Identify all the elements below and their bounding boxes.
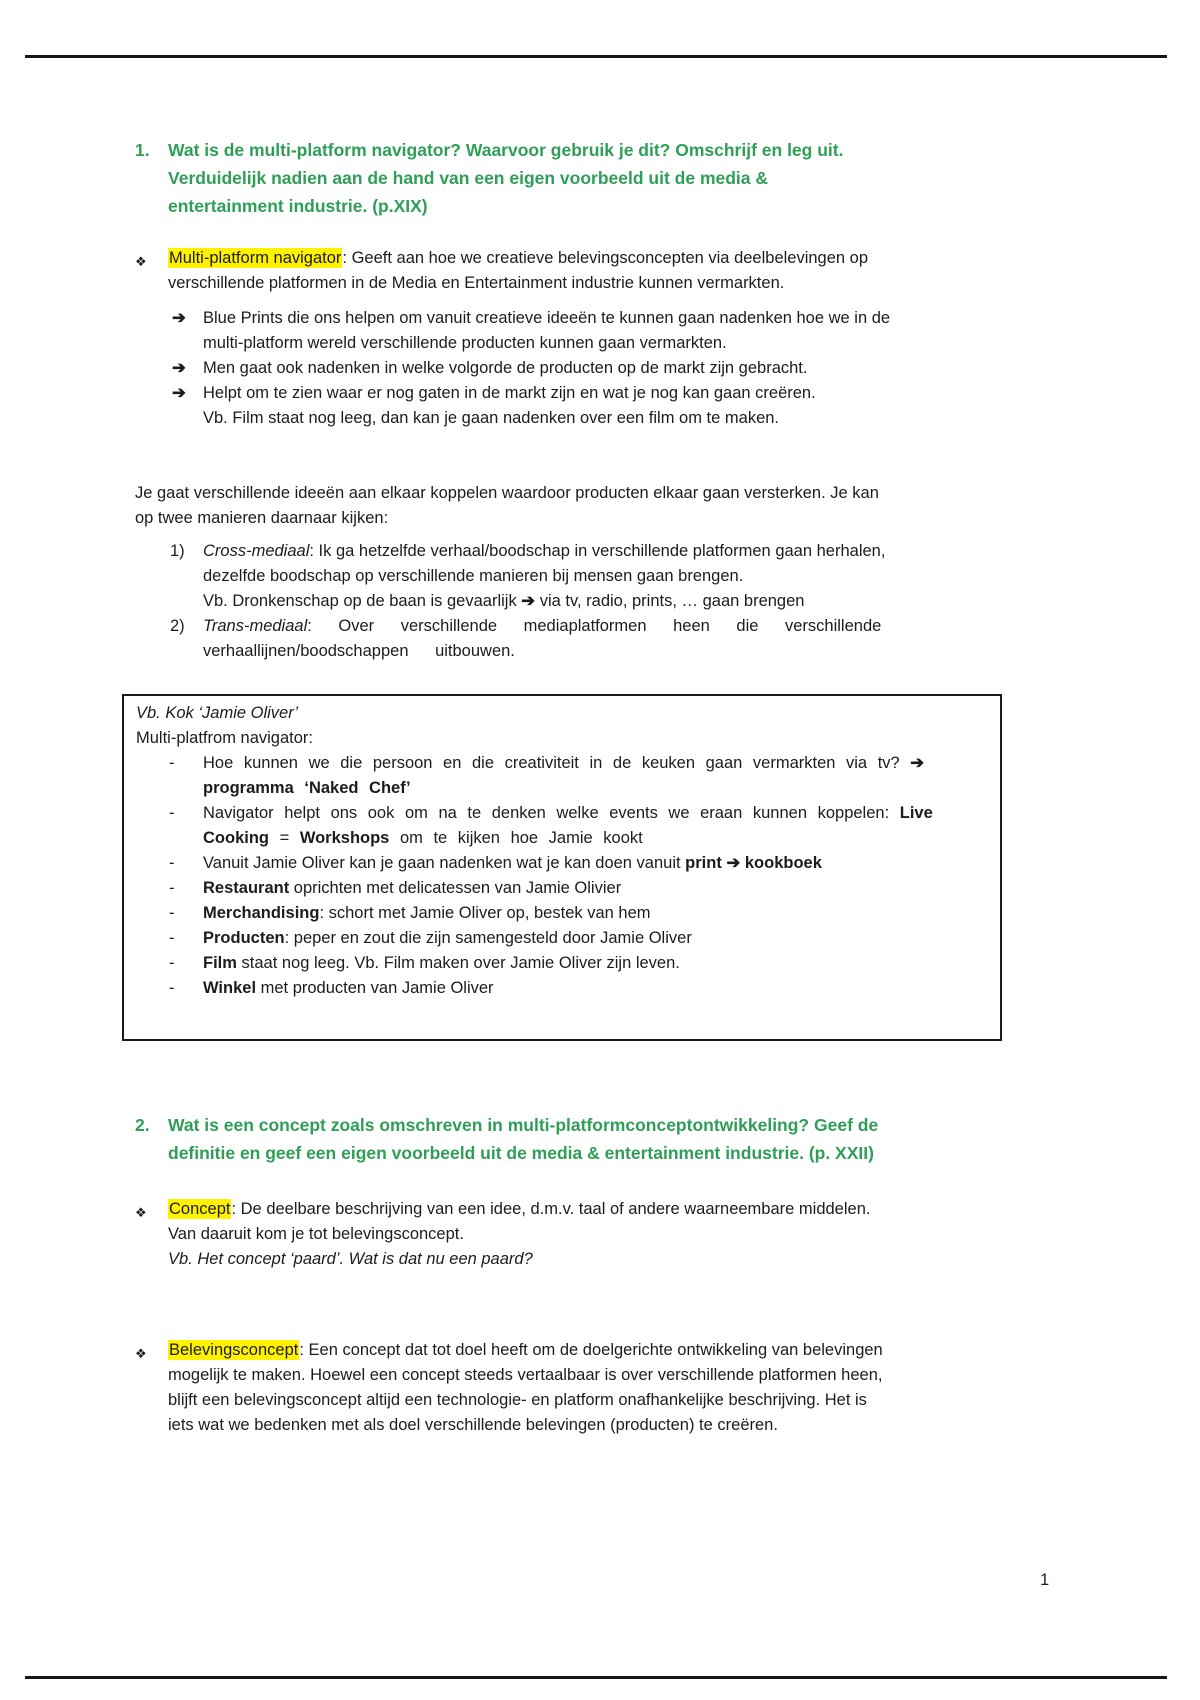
- question-2-heading: [135, 1111, 967, 1167]
- question-number: 2.: [135, 1115, 150, 1135]
- box-item: [136, 876, 988, 901]
- question-1-heading: [135, 136, 945, 220]
- dash-bullet-icon: -: [169, 929, 175, 947]
- question-title: Wat is een concept zoals omschreven in multi-platformconceptontwikkeling? Geef de definitie en geef een eigen voorbeeld uit de media & entertainment industrie. (p. XXII): [168, 1115, 879, 1163]
- box-subtitle: Multi-platfrom navigator:: [136, 729, 313, 747]
- example-note-text: Vb. Dronkenschap op de baan is gevaarlijk ➔ via tv, radio, prints, … gaan brengen: [203, 592, 805, 610]
- definition-text: Multi-platform navigator: Geeft aan hoe we creatieve belevingsconcepten via deelbelevingen op verschillende platformen in de Media en Entertainment industrie kunnen vermarkten.: [168, 249, 869, 292]
- arrow-point-list: [135, 306, 975, 431]
- arrow-bullet-icon: ➔: [172, 384, 186, 402]
- intro-paragraph: Je gaat verschillende ideeën aan elkaar koppelen waardoor producten elkaar gaan versterken. Je kan op twee manieren daarnaar kijken:: [135, 484, 879, 527]
- box-item-text: Vanuit Jamie Oliver kan je gaan nadenken wat je kan doen vanuit print ➔ kookboek: [203, 854, 822, 872]
- box-item-text: Producten: peper en zout die zijn samengesteld door Jamie Oliver: [203, 929, 692, 947]
- concept-definition: Concept: De deelbare beschrijving van een idee, d.m.v. taal of andere waarneembare middelen. Van daaruit kom je tot belevingsconcept.: [168, 1200, 871, 1243]
- question-title: Wat is de multi-platform navigator? Waarvoor gebruik je dit? Omschrijf en leg uit. Verduidelijk nadien aan de hand van een eigen voorbeeld uit de media & entertainment industrie. (p.XIX): [168, 140, 844, 216]
- box-item-text: Navigator helpt ons ook om na te denken welke events we eraan kunnen koppelen: Live Cooking = Workshops om te kijken hoe Jamie kookt: [203, 804, 933, 847]
- box-item: [136, 801, 988, 851]
- jamie-example-box: [122, 694, 1002, 1041]
- highlighted-term: Belevingsconcept: [169, 1341, 299, 1359]
- arrow-bullet-icon: ➔: [172, 309, 186, 327]
- arrow-point: [135, 381, 975, 406]
- diamond-bullet-icon: ❖: [135, 1205, 147, 1220]
- dash-bullet-icon: -: [169, 854, 175, 872]
- definition-concept: [135, 1197, 975, 1272]
- example-note-text: Vb. Film staat nog leeg, dan kan je gaan nadenken over een film om te maken.: [203, 409, 780, 427]
- bottom-divider: [25, 1676, 1167, 1679]
- list-number: 1): [170, 542, 185, 560]
- top-divider: [25, 55, 1167, 58]
- question-number: 1.: [135, 140, 150, 160]
- arrow-point-text: Blue Prints die ons helpen om vanuit creatieve ideeën te kunnen gaan nadenken hoe we in de multi-platform wereld verschillende producten kunnen gaan vermarkten.: [203, 309, 891, 352]
- arrow-icon: ➔: [521, 592, 536, 610]
- diamond-bullet-icon: ❖: [135, 254, 147, 269]
- numbered-point-text: Trans-mediaal: Over verschillende mediaplatformen heen die verschillende verhaallijnen/boodschappen uitbouwen.: [203, 617, 882, 660]
- dash-bullet-icon: -: [169, 754, 175, 772]
- definition-belevingsconcept: [135, 1338, 975, 1438]
- box-title: Vb. Kok ‘Jamie Oliver’: [136, 704, 298, 722]
- definition-multi-platform-navigator: [135, 246, 975, 296]
- numbered-point: [135, 614, 975, 664]
- list-number: 2): [170, 617, 185, 635]
- arrow-icon: ➔: [726, 854, 741, 872]
- box-item: [136, 976, 988, 1001]
- arrow-icon: ➔: [910, 754, 925, 772]
- dash-bullet-icon: -: [169, 879, 175, 897]
- example-note: [135, 406, 975, 431]
- arrow-point: [135, 306, 975, 356]
- box-item-text: Restaurant oprichten met delicatessen van Jamie Olivier: [203, 879, 622, 897]
- numbered-point-text: Cross-mediaal: Ik ga hetzelfde verhaal/boodschap in verschillende platformen gaan herhalen, dezelfde boodschap op verschillende manieren bij mensen gaan brengen.: [203, 542, 886, 585]
- arrow-bullet-icon: ➔: [172, 359, 186, 377]
- arrow-point-text: Men gaat ook nadenken in welke volgorde de producten op de markt zijn gebracht.: [203, 359, 808, 377]
- dash-bullet-icon: -: [169, 904, 175, 922]
- definition-text: Belevingsconcept: Een concept dat tot doel heeft om de doelgerichte ontwikkeling van belevingen mogelijk te maken. Hoewel een concept steeds vertaalbaar is over verschillende platformen heen, blijft een belevingsconcept altijd een technologie- en platform onafhankelijke beschrijving. Het is iets wat we bedenken met als doel verschillende belevingen (producten) te creëren.: [168, 1341, 883, 1434]
- box-item-text: Winkel met producten van Jamie Oliver: [203, 979, 494, 997]
- numbered-list: [135, 539, 975, 664]
- arrow-point-text: Helpt om te zien waar er nog gaten in de markt zijn en wat je nog kan gaan creëren.: [203, 384, 816, 402]
- highlighted-term: Multi-platform navigator: [169, 249, 342, 267]
- bullet-spacer: [172, 406, 203, 431]
- dash-bullet-icon: -: [169, 954, 175, 972]
- box-item-text: Hoe kunnen we die persoon en die creativiteit in de keuken gaan vermarkten via tv? ➔ programma ‘Naked Chef’: [203, 754, 925, 797]
- document-body: [135, 136, 975, 1438]
- highlighted-term: Concept: [169, 1200, 231, 1218]
- numbered-point: [135, 539, 975, 589]
- bullet-spacer: [170, 589, 203, 614]
- dash-bullet-icon: -: [169, 979, 175, 997]
- dash-bullet-icon: -: [169, 804, 175, 822]
- box-item-text: Film staat nog leeg. Vb. Film maken over Jamie Oliver zijn leven.: [203, 954, 680, 972]
- box-item-text: Merchandising: schort met Jamie Oliver op, bestek van hem: [203, 904, 651, 922]
- arrow-point: [135, 356, 975, 381]
- box-item: [136, 851, 988, 876]
- definition-text: [168, 1197, 975, 1272]
- box-item: [136, 901, 988, 926]
- example-note: [135, 589, 975, 614]
- diamond-bullet-icon: ❖: [135, 1346, 147, 1361]
- concept-example-note: Vb. Het concept ‘paard’. Wat is dat nu een paard?: [168, 1250, 533, 1268]
- box-item: [136, 751, 988, 801]
- box-item: [136, 926, 988, 951]
- box-item: [136, 951, 988, 976]
- page-number: 1: [1040, 1571, 1050, 1589]
